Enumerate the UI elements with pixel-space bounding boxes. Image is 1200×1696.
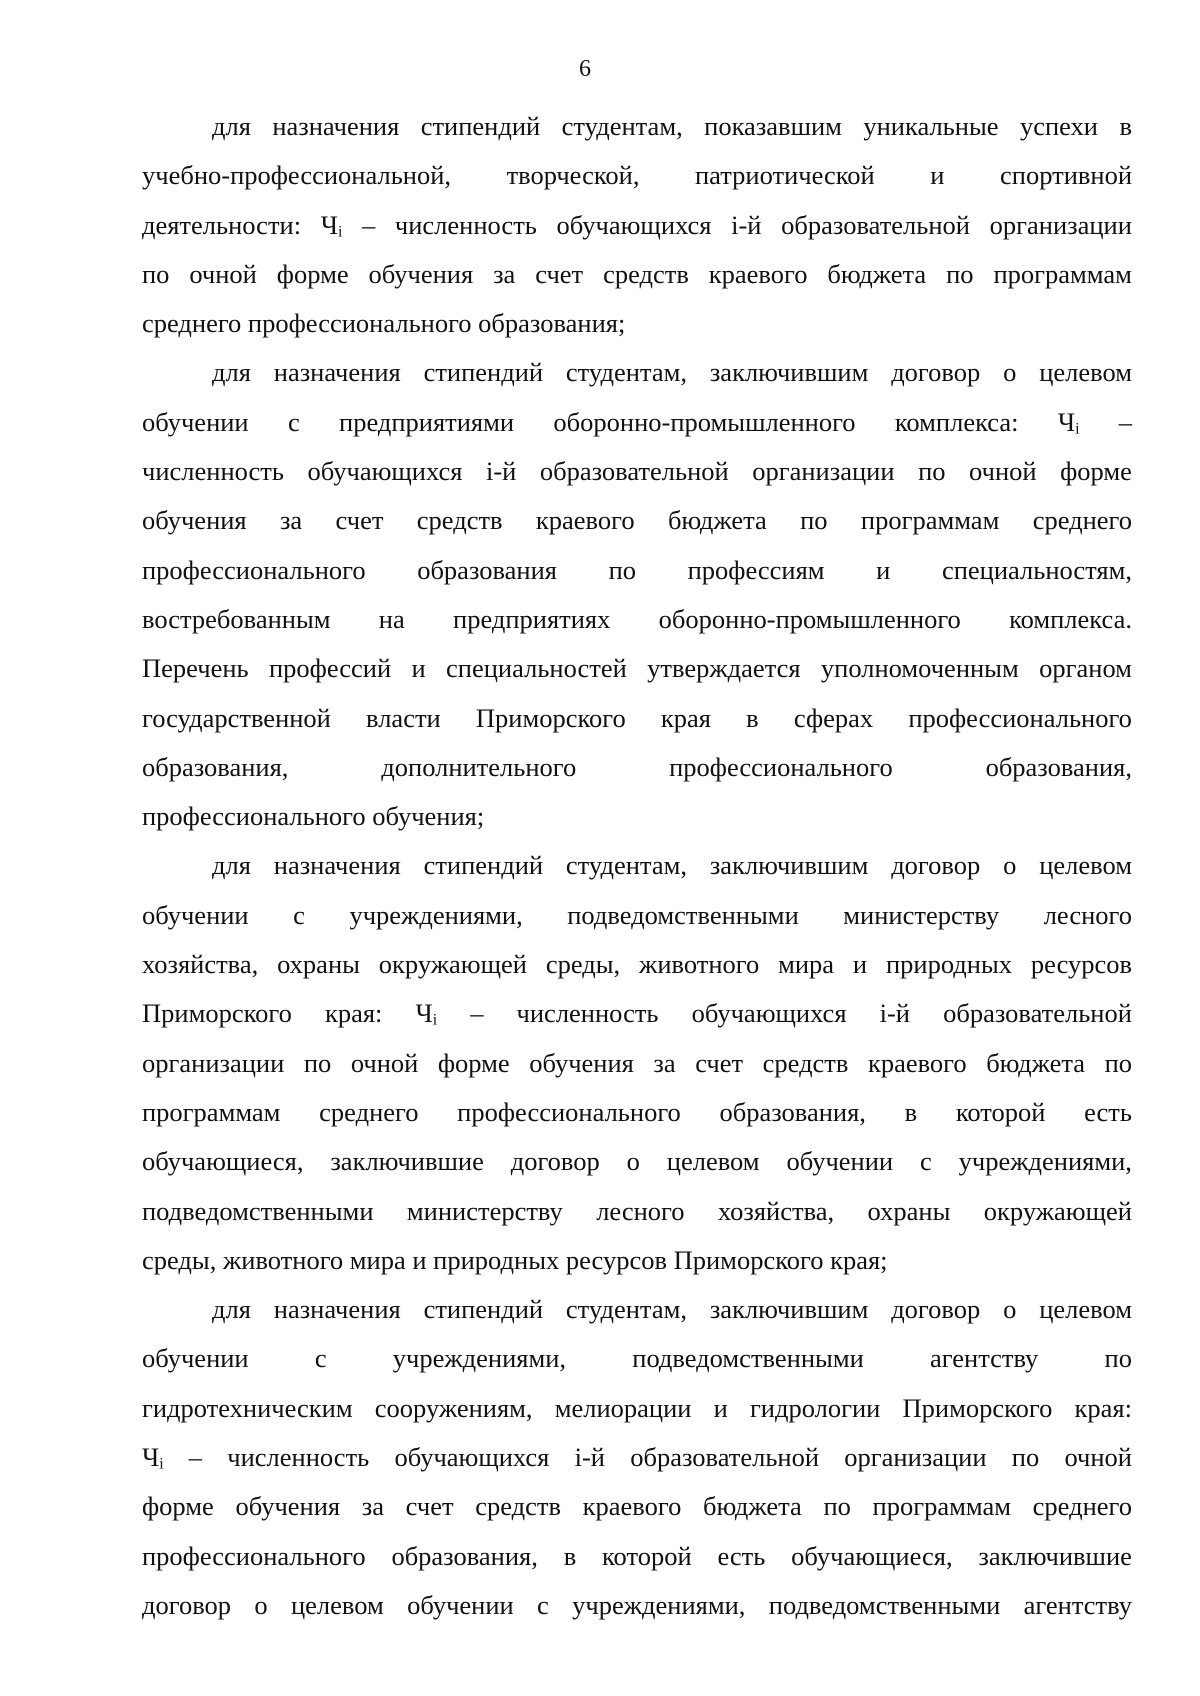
word: профессионального [457, 1096, 681, 1127]
word: среднего [1032, 1491, 1132, 1522]
word: хозяйства, [142, 949, 259, 980]
word: за [653, 1047, 676, 1078]
word: образования, [142, 751, 289, 782]
word: программам [993, 258, 1132, 289]
word: оборонно-промышленного [658, 603, 961, 634]
word: образовательной [539, 456, 729, 487]
word: профессиям [687, 554, 825, 585]
word: и [852, 949, 868, 980]
word: профессионального [669, 751, 893, 782]
word: специальностям, [941, 554, 1132, 585]
word: по [918, 456, 946, 487]
word: образования, [985, 751, 1132, 782]
word: образовательной [943, 998, 1132, 1029]
word: сферах [793, 702, 874, 733]
word: учебно-профессиональной, [142, 160, 452, 191]
word: учреждениями, [958, 1146, 1132, 1177]
word: обучения [142, 505, 247, 536]
document-body [142, 102, 1132, 1630]
word: очной [969, 456, 1037, 487]
text-line [142, 1532, 1132, 1581]
word: Перечень [142, 653, 249, 684]
word: назначения [273, 357, 401, 388]
word: назначения [273, 1294, 401, 1325]
word: за [493, 258, 516, 289]
word: о [1003, 1294, 1017, 1325]
word: за [279, 505, 303, 536]
word: Чᵢ [320, 209, 343, 240]
word: о [1003, 850, 1017, 881]
word: профессионального [142, 1540, 366, 1571]
word: обучающихся [691, 998, 847, 1029]
word: стипендий [423, 850, 544, 881]
word: профессионального [908, 702, 1132, 733]
word: заключившим [709, 850, 869, 881]
word: по [1104, 1047, 1132, 1078]
text-line [142, 201, 1132, 250]
word: обучения [368, 258, 474, 289]
word: по [946, 258, 974, 289]
word: численность [516, 998, 659, 1029]
word: – [1118, 406, 1132, 437]
word: предприятиями [339, 406, 515, 437]
word: обучения [235, 1491, 341, 1522]
word: бюджета [827, 258, 927, 289]
word: для [212, 111, 251, 141]
word: с [537, 1589, 549, 1620]
text-line [142, 102, 1132, 151]
word: показавшим [704, 111, 842, 141]
word: – [470, 998, 484, 1029]
word: с [293, 899, 305, 930]
word: по [823, 1491, 851, 1522]
word: краевого [535, 505, 635, 536]
word: краевого [708, 258, 808, 289]
word: профессионального [142, 554, 366, 585]
word: по [1104, 1343, 1132, 1374]
text-line [142, 1285, 1132, 1334]
text-line [142, 1334, 1132, 1383]
word: форме [276, 258, 349, 289]
word: ресурсов [1030, 949, 1132, 980]
word: спортивной [1000, 160, 1132, 191]
word: форме [142, 1491, 214, 1522]
word: агентству [929, 1343, 1039, 1374]
word: о [626, 1146, 640, 1177]
word: министерству [843, 899, 1000, 930]
word: счет [335, 505, 384, 536]
text-line [142, 644, 1132, 693]
text-line [142, 989, 1132, 1038]
word: гидротехническим [142, 1392, 353, 1423]
word: лесного [1043, 899, 1132, 930]
text-line [142, 1482, 1132, 1531]
word: лесного [596, 1195, 685, 1226]
word: стипендий [423, 1294, 544, 1325]
word: подведомственными [567, 899, 799, 930]
word: – [361, 209, 376, 240]
word: о [1003, 357, 1017, 388]
word: профессий [268, 653, 392, 684]
word: целевом [1039, 357, 1132, 388]
word: учреждениями, [572, 1589, 746, 1620]
word: обучающиеся, [142, 1146, 304, 1177]
word: – [188, 1442, 203, 1473]
text-line [142, 546, 1132, 595]
word: обучении [142, 899, 249, 930]
word: Чᵢ [1057, 406, 1080, 437]
word: бюджета [702, 1491, 802, 1522]
word: бюджета [986, 1047, 1086, 1078]
word: для [212, 850, 251, 881]
word: стипендий [423, 357, 544, 388]
word: по [142, 258, 170, 289]
word: подведомственными [632, 1343, 864, 1374]
word: очной [1064, 1442, 1132, 1473]
word: обучении [142, 1343, 249, 1374]
word: мелиорации [554, 1392, 692, 1423]
word: власти [366, 702, 441, 733]
word: среды, [545, 949, 621, 980]
word: успехи [1019, 111, 1098, 141]
word: уникальные [863, 111, 999, 141]
word: учреждениями, [392, 1343, 567, 1374]
word: i-й [879, 998, 910, 1029]
text-line [142, 1384, 1132, 1433]
word: обучающихся [556, 209, 712, 240]
word: счет [535, 258, 584, 289]
word: среднего [319, 1096, 419, 1127]
word: назначения [273, 850, 401, 881]
text-line: среды, животного мира и природных ресурсов Приморского края; [142, 1244, 888, 1275]
word: с [314, 1343, 327, 1374]
word: счет [405, 1491, 454, 1522]
word: Приморского [142, 998, 292, 1029]
word: востребованным [142, 603, 331, 634]
word: и [713, 1392, 728, 1423]
word: с [919, 1146, 932, 1177]
word: по [608, 554, 637, 585]
text-line [142, 250, 1132, 299]
word: животного [639, 949, 760, 980]
word: i-й [574, 1442, 605, 1473]
text-line [142, 496, 1132, 545]
text-line [142, 891, 1132, 940]
word: среднего [1032, 505, 1132, 536]
word: о [254, 1589, 268, 1620]
word: численность [142, 456, 284, 487]
word: утверждается [647, 653, 801, 684]
text-line [142, 1039, 1132, 1088]
word: обучении [142, 406, 249, 437]
word: есть [717, 1540, 766, 1571]
word: очной [350, 1047, 419, 1078]
word: природных [885, 949, 1013, 980]
word: средств [416, 505, 503, 536]
word: заключившие [330, 1146, 484, 1177]
word: организации [752, 456, 895, 487]
word: обучающиеся, [791, 1540, 953, 1571]
word: в [904, 1096, 918, 1127]
word: окружающей [983, 1195, 1132, 1226]
word: Чᵢ [415, 998, 438, 1029]
word: средств [475, 1491, 561, 1522]
word: края: [1074, 1392, 1132, 1423]
word: подведомственными [768, 1589, 1001, 1620]
word: дополнительного [381, 751, 577, 782]
word: и [930, 160, 945, 191]
word: программам [142, 1096, 281, 1127]
word: организации [142, 1047, 285, 1078]
word: организации [989, 209, 1132, 240]
word: учреждениями, [349, 899, 523, 930]
word: в [1119, 111, 1132, 141]
word: края [660, 702, 711, 733]
word: Приморского [475, 702, 626, 733]
text-line [142, 595, 1132, 644]
word: краевого [867, 1047, 967, 1078]
word: обучающихся [394, 1442, 550, 1473]
word: образования, [719, 1096, 866, 1127]
word: форме [1060, 456, 1132, 487]
word: численность [394, 209, 537, 240]
word: Приморского [902, 1392, 1053, 1423]
word: студентам, [565, 357, 687, 388]
word: и [876, 554, 891, 585]
text-line: среднего профессионального образования; [142, 308, 626, 339]
text-line [142, 940, 1132, 989]
word: средств [762, 1047, 849, 1078]
word: краевого [582, 1491, 682, 1522]
word: организации [844, 1442, 987, 1473]
text-line [142, 694, 1132, 743]
word: края: [324, 998, 383, 1029]
word: творческой, [506, 160, 640, 191]
text-line [142, 1187, 1132, 1236]
word: образовательной [781, 209, 970, 240]
word: мира [778, 949, 835, 980]
word: образования [417, 554, 557, 585]
word: комплекса: [894, 406, 1019, 437]
word: договор [510, 1146, 600, 1177]
word: программам [860, 505, 1000, 536]
word: государственной [142, 702, 331, 733]
text-line [142, 1137, 1132, 1186]
word: i-й [731, 209, 762, 240]
word: образования, [391, 1540, 538, 1571]
word: i-й [485, 456, 517, 487]
word: охраны [867, 1195, 951, 1226]
word: очной [189, 258, 257, 289]
word: комплекса. [1009, 603, 1132, 634]
word: есть [1084, 1096, 1132, 1127]
word: обучения [529, 1047, 634, 1078]
word: заключившим [709, 357, 869, 388]
word: охраны [277, 949, 360, 980]
word: договор [891, 357, 981, 388]
word: подведомственными [142, 1195, 374, 1226]
word: которой [602, 1540, 692, 1571]
word: по [800, 505, 828, 536]
word: обучающихся [307, 456, 463, 487]
word: целевом [666, 1146, 760, 1177]
word: заключившие [978, 1540, 1132, 1571]
word: средств [603, 258, 689, 289]
word: деятельности: [142, 209, 302, 240]
word: назначения [272, 111, 400, 141]
word: по [303, 1047, 332, 1078]
word: для [212, 1294, 251, 1325]
word: обучении [407, 1589, 514, 1620]
word: на [378, 603, 405, 634]
word: численность [227, 1442, 370, 1473]
word: программам [872, 1491, 1011, 1522]
word: агентству [1023, 1589, 1132, 1620]
word: в [563, 1540, 577, 1571]
word: с [287, 406, 300, 437]
word: целевом [1039, 850, 1132, 881]
word: органом [1039, 653, 1132, 684]
word: сооружениям, [374, 1392, 533, 1423]
text-line: профессионального обучения; [142, 801, 485, 832]
word: патриотической [695, 160, 875, 191]
word: министерству [406, 1195, 563, 1226]
word: студентам, [565, 1294, 687, 1325]
word: студентам, [565, 850, 687, 881]
word: целевом [290, 1589, 384, 1620]
word: гидрологии [749, 1392, 881, 1423]
word: обучении [786, 1146, 894, 1177]
word: договор [142, 1589, 232, 1620]
text-line [142, 743, 1132, 792]
word: специальностей [446, 653, 627, 684]
text-line [142, 151, 1132, 200]
word: бюджета [667, 505, 767, 536]
word: уполномоченным [820, 653, 1019, 684]
word: образовательной [630, 1442, 820, 1473]
word: которой [955, 1096, 1046, 1127]
text-line [142, 348, 1132, 397]
word: договор [891, 1294, 981, 1325]
text-line [142, 1433, 1132, 1482]
word: стипендий [420, 111, 541, 141]
word: заключившим [709, 1294, 869, 1325]
word: договор [891, 850, 981, 881]
page-number: 6 [579, 56, 591, 82]
text-line [142, 841, 1132, 890]
word: форме [437, 1047, 510, 1078]
word: предприятиях [453, 603, 611, 634]
word: по [1011, 1442, 1040, 1473]
word: и [411, 653, 426, 684]
text-line [142, 1088, 1132, 1137]
word: счет [695, 1047, 744, 1078]
word: оборонно-промышленного [553, 406, 856, 437]
word: для [212, 357, 251, 388]
text-line [142, 398, 1132, 447]
word: за [361, 1491, 384, 1522]
word: целевом [1039, 1294, 1132, 1325]
word: студентам, [561, 111, 683, 141]
word: окружающей [378, 949, 527, 980]
text-line [142, 1581, 1132, 1630]
word: в [746, 702, 759, 733]
word: Чᵢ [142, 1442, 164, 1473]
word: хозяйства, [717, 1195, 835, 1226]
text-line [142, 447, 1132, 496]
